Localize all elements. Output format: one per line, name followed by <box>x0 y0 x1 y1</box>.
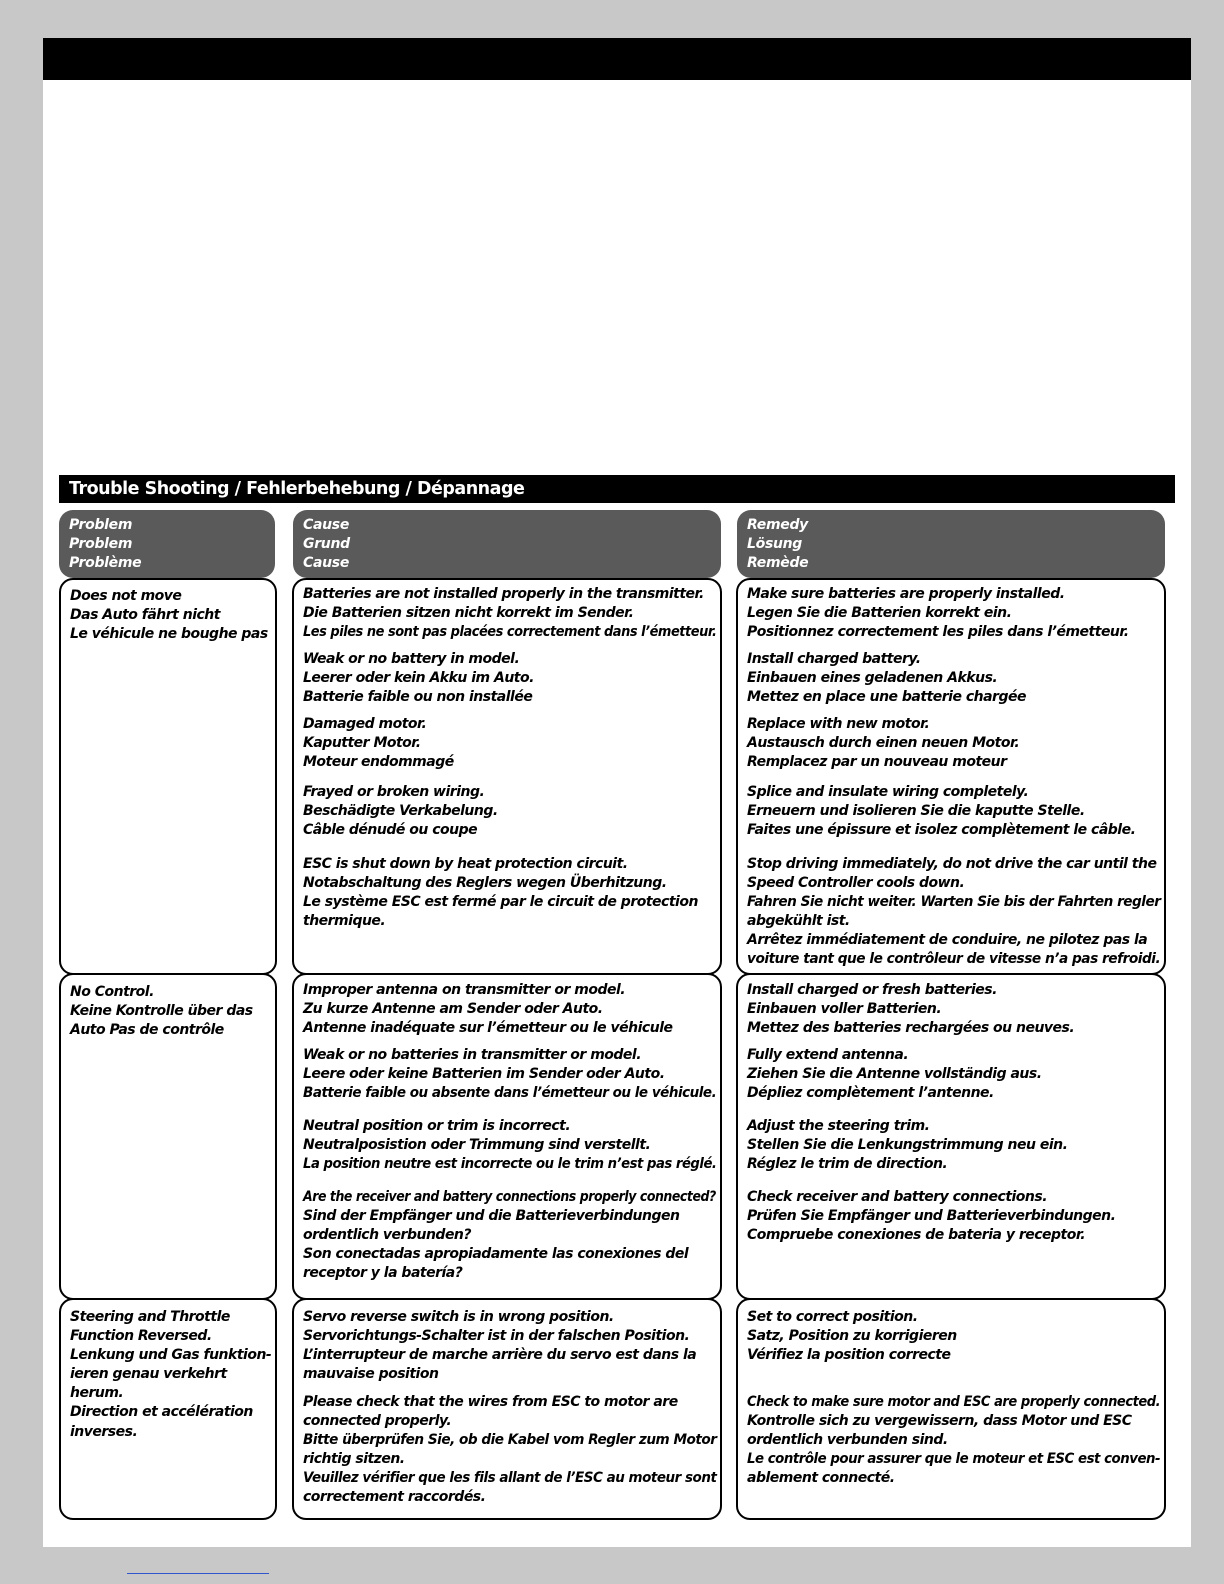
row1-problem-cell <box>59 578 277 975</box>
remedy-block: Fully extend antenna. Ziehen Sie die Antenne vollständig aus. Dépliez complètement l’antenne. <box>747 1047 1042 1102</box>
row2-cause-cell <box>292 973 722 1300</box>
header-cause-en: Cause <box>303 517 350 533</box>
remedy-block: Adjust the steering trim. Stellen Sie die Lenkungstrimmung neu ein. Réglez le trim de direction. <box>747 1118 1068 1173</box>
row3-problem-cell <box>59 1298 277 1520</box>
cause-block: Neutral position or trim is incorrect. Neutralposistion oder Trimmung sind verstellt. La position neutre est incorrecte ou le trim n’est pas réglé. <box>303 1118 717 1173</box>
cause-block: Are the receiver and battery connections properly connected? Sind der Empfänger und die Batterieverbindungen ordentlich verbunden? Son conectadas apropiadamente las conexiones del receptor y la batería? <box>303 1189 716 1282</box>
header-problem-en: Problem <box>69 517 133 533</box>
remedy-block: Check to make sure motor and ESC are properly connected. Kontrolle sich zu vergewissern, dass Motor und ESC ordentlich verbunden sind. Le contrôle pour assurer que le moteur et ESC est conven- ablement connecté. <box>747 1394 1161 1487</box>
header-remedy-de: Lösung <box>747 536 803 552</box>
cause-block: Damaged motor. Kaputter Motor. Moteur endommagé <box>303 716 454 771</box>
header-cause-de: Grund <box>303 536 350 552</box>
problem-text: No Control. Keine Kontrolle über das Auto Pas de contrôle <box>70 984 253 1039</box>
row2-problem-cell <box>59 973 277 1300</box>
header-remedy <box>737 510 1165 578</box>
remedy-block: Replace with new motor. Austausch durch einen neuen Motor. Remplacez par un nouveau moteur <box>747 716 1020 771</box>
cause-block: ESC is shut down by heat protection circuit. Notabschaltung des Reglers wegen Überhitzung. Le système ESC est fermé par le circuit de protection thermique. <box>303 856 698 930</box>
cause-block: Improper antenna on transmitter or model. Zu kurze Antenne am Sender oder Auto. Antenne inadéquate sur l’émetteur ou le véhicule <box>303 982 673 1037</box>
cause-block: Weak or no batteries in transmitter or model. Leere oder keine Batterien im Sender oder Auto. Batterie faible ou absente dans l’émetteur ou le véhicule. <box>303 1047 717 1102</box>
remedy-block: Install charged battery. Einbauen eines geladenen Akkus. Mettez en place une batterie chargée <box>747 651 1026 706</box>
problem-text: Does not move Das Auto fährt nicht Le véhicule ne boughe pas <box>70 588 268 643</box>
header-remedy-fr: Remède <box>747 555 809 571</box>
row1-remedy-cell <box>736 578 1166 975</box>
header-problem <box>59 510 275 578</box>
remedy-block: Install charged or fresh batteries. Einbauen voller Batterien. Mettez des batteries rechargées ou neuves. <box>747 982 1075 1037</box>
section-title: Trouble Shooting / Fehlerbehebung / Dépannage <box>59 475 1175 503</box>
remedy-block: Make sure batteries are properly installed. Legen Sie die Batterien korrekt ein. Positionnez correctement les piles dans l’émetteur. <box>747 586 1129 641</box>
remedy-block: Stop driving immediately, do not drive the car until the Speed Controller cools down. Fahren Sie nicht weiter. Warten Sie bis der Fahrten regler abgekühlt ist. Arrêtez immédiatement de conduire, ne pilotez pas la voiture tant que le contrôleur de vitesse n’a pas refroidi. <box>747 856 1161 968</box>
header-problem-fr: Problème <box>69 555 142 571</box>
row2-remedy-cell <box>736 973 1166 1300</box>
header-cause <box>293 510 721 578</box>
row3-remedy-cell <box>736 1298 1166 1520</box>
footer-link-underline[interactable] <box>127 1573 269 1574</box>
cause-block: Please check that the wires from ESC to motor are connected properly. Bitte überprüfen Sie, ob die Kabel vom Regler zum Motor richtig sitzen. Veuillez vérifier que les fils allant de l’ESC au moteur sont correctement raccordés. <box>303 1394 717 1506</box>
row1-cause-cell <box>292 578 722 975</box>
manual-page <box>43 38 1191 1547</box>
remedy-block: Splice and insulate wiring completely. Erneuern und isolieren Sie die kaputte Stelle. Faites une épissure et isolez complètement le câble. <box>747 784 1136 839</box>
row3-cause-cell <box>292 1298 722 1520</box>
header-cause-fr: Cause <box>303 555 350 571</box>
header-problem-de: Problem <box>69 536 133 552</box>
remedy-block: Check receiver and battery connections. Prüfen Sie Empfänger und Batterieverbindungen. Compruebe conexiones de bateria y receptor. <box>747 1189 1116 1244</box>
header-remedy-en: Remedy <box>747 517 809 533</box>
cause-block: Weak or no battery in model. Leerer oder kein Akku im Auto. Batterie faible ou non installée <box>303 651 534 706</box>
cause-block: Frayed or broken wiring. Beschädigte Verkabelung. Câble dénudé ou coupe <box>303 784 498 839</box>
problem-text: Steering and Throttle Function Reversed. Lenkung und Gas funktion- ieren genau verkehrt herum. Direction et accélération inverses. <box>70 1309 272 1440</box>
cause-block: Servo reverse switch is in wrong position. Servorichtungs-Schalter ist in der falschen Position. L’interrupteur de marche arrière du servo est dans la mauvaise position <box>303 1309 697 1383</box>
top-black-bar <box>43 38 1191 80</box>
cause-block: Batteries are not installed properly in the transmitter. Die Batterien sitzen nicht korrekt im Sender. Les piles ne sont pas placées correctement dans l’émetteur. <box>303 586 717 641</box>
remedy-block: Set to correct position. Satz, Position zu korrigieren Vérifiez la position correcte <box>747 1309 957 1364</box>
